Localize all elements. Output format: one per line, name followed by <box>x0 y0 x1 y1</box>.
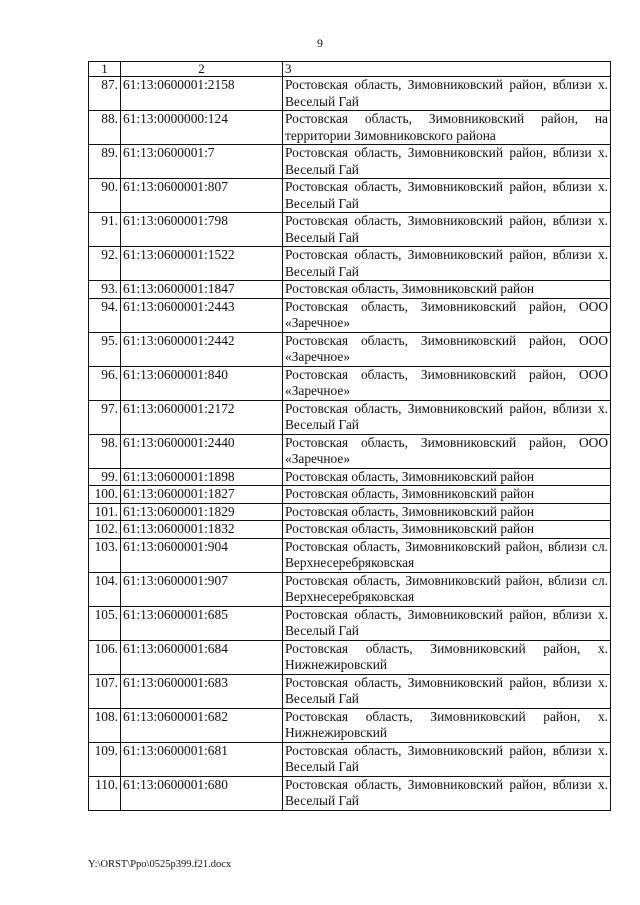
location-description: Ростовская область, Зимовниковский район, вблизи х. Веселый Гай <box>283 674 611 708</box>
location-description: Ростовская область, Зимовниковский район, вблизи х. Веселый Гай <box>283 247 611 281</box>
header-col-3: 3 <box>283 62 611 77</box>
row-number: 102. <box>89 521 121 539</box>
table-body <box>89 62 611 811</box>
table-header-row <box>89 62 611 77</box>
table-row <box>89 640 611 674</box>
row-number: 110. <box>89 776 121 810</box>
row-number: 90. <box>89 179 121 213</box>
location-description: Ростовская область, Зимовниковский район <box>283 468 611 486</box>
location-description: Ростовская область, Зимовниковский район, х. Нижнежировский <box>283 708 611 742</box>
location-description: Ростовская область, Зимовниковский район <box>283 521 611 539</box>
row-number: 103. <box>89 538 121 572</box>
table-row <box>89 776 611 810</box>
row-number: 105. <box>89 606 121 640</box>
row-number: 94. <box>89 298 121 332</box>
table-row <box>89 213 611 247</box>
table-row <box>89 521 611 539</box>
location-description: Ростовская область, Зимовниковский район, вблизи х. Веселый Гай <box>283 145 611 179</box>
row-number: 92. <box>89 247 121 281</box>
location-description: Ростовская область, Зимовниковский район <box>283 281 611 299</box>
table-row <box>89 674 611 708</box>
row-number: 93. <box>89 281 121 299</box>
row-number: 97. <box>89 400 121 434</box>
row-number: 108. <box>89 708 121 742</box>
location-description: Ростовская область, Зимовниковский район, ООО «Заречное» <box>283 366 611 400</box>
page-number: 9 <box>317 36 323 50</box>
cadastral-number: 61:13:0600001:840 <box>121 366 283 400</box>
table-row <box>89 434 611 468</box>
cadastral-number: 61:13:0600001:2440 <box>121 434 283 468</box>
row-number: 107. <box>89 674 121 708</box>
cadastral-number: 61:13:0600001:682 <box>121 708 283 742</box>
cadastral-number: 61:13:0600001:1898 <box>121 468 283 486</box>
footer-file-path: Y:\ORST\Ppo\0525p399.f21.docx <box>88 859 232 870</box>
cadastral-number: 61:13:0600001:2442 <box>121 332 283 366</box>
location-description: Ростовская область, Зимовниковский район, вблизи х. Веселый Гай <box>283 77 611 111</box>
table-row <box>89 77 611 111</box>
row-number: 109. <box>89 742 121 776</box>
table-row <box>89 468 611 486</box>
table-row <box>89 606 611 640</box>
cadastral-number: 61:13:0600001:7 <box>121 145 283 179</box>
cadastral-number: 61:13:0600001:904 <box>121 538 283 572</box>
table-row <box>89 742 611 776</box>
registry-table <box>88 61 611 811</box>
row-number: 101. <box>89 503 121 521</box>
location-description: Ростовская область, Зимовниковский район, вблизи х. Веселый Гай <box>283 213 611 247</box>
table-row <box>89 366 611 400</box>
cadastral-number: 61:13:0600001:907 <box>121 572 283 606</box>
row-number: 89. <box>89 145 121 179</box>
header-col-2: 2 <box>121 62 283 77</box>
cadastral-number: 61:13:0600001:798 <box>121 213 283 247</box>
cadastral-number: 61:13:0600001:681 <box>121 742 283 776</box>
location-description: Ростовская область, Зимовниковский район, ООО «Заречное» <box>283 332 611 366</box>
cadastral-number: 61:13:0000000:124 <box>121 111 283 145</box>
cadastral-number: 61:13:0600001:2172 <box>121 400 283 434</box>
location-description: Ростовская область, Зимовниковский район, ООО «Заречное» <box>283 298 611 332</box>
cadastral-number: 61:13:0600001:1832 <box>121 521 283 539</box>
table-row <box>89 708 611 742</box>
table-row <box>89 281 611 299</box>
location-description: Ростовская область, Зимовниковский район <box>283 486 611 504</box>
cadastral-number: 61:13:0600001:683 <box>121 674 283 708</box>
cadastral-number: 61:13:0600001:1847 <box>121 281 283 299</box>
row-number: 88. <box>89 111 121 145</box>
table-row <box>89 332 611 366</box>
table-row <box>89 538 611 572</box>
table-row <box>89 572 611 606</box>
location-description: Ростовская область, Зимовниковский район, вблизи х. Веселый Гай <box>283 400 611 434</box>
row-number: 106. <box>89 640 121 674</box>
location-description: Ростовская область, Зимовниковский район, х. Нижнежировский <box>283 640 611 674</box>
cadastral-number: 61:13:0600001:2158 <box>121 77 283 111</box>
cadastral-number: 61:13:0600001:1827 <box>121 486 283 504</box>
cadastral-number: 61:13:0600001:684 <box>121 640 283 674</box>
row-number: 87. <box>89 77 121 111</box>
cadastral-number: 61:13:0600001:680 <box>121 776 283 810</box>
table-row <box>89 298 611 332</box>
location-description: Ростовская область, Зимовниковский район, вблизи х. Веселый Гай <box>283 776 611 810</box>
row-number: 91. <box>89 213 121 247</box>
table-row <box>89 400 611 434</box>
cadastral-number: 61:13:0600001:2443 <box>121 298 283 332</box>
cadastral-number: 61:13:0600001:685 <box>121 606 283 640</box>
table-row <box>89 247 611 281</box>
table-row <box>89 145 611 179</box>
table-row <box>89 111 611 145</box>
row-number: 95. <box>89 332 121 366</box>
location-description: Ростовская область, Зимовниковский район, вблизи х. Веселый Гай <box>283 742 611 776</box>
location-description: Ростовская область, Зимовниковский район <box>283 503 611 521</box>
row-number: 104. <box>89 572 121 606</box>
location-description: Ростовская область, Зимовниковский район, на территории Зимовниковского района <box>283 111 611 145</box>
row-number: 98. <box>89 434 121 468</box>
row-number: 96. <box>89 366 121 400</box>
header-col-1: 1 <box>89 62 121 77</box>
row-number: 100. <box>89 486 121 504</box>
cadastral-number: 61:13:0600001:1522 <box>121 247 283 281</box>
location-description: Ростовская область, Зимовниковский район, вблизи х. Веселый Гай <box>283 179 611 213</box>
cadastral-number: 61:13:0600001:1829 <box>121 503 283 521</box>
table-row <box>89 179 611 213</box>
table-row <box>89 503 611 521</box>
cadastral-number: 61:13:0600001:807 <box>121 179 283 213</box>
location-description: Ростовская область, Зимовниковский район, вблизи сл. Верхнесеребряковская <box>283 572 611 606</box>
location-description: Ростовская область, Зимовниковский район, вблизи х. Веселый Гай <box>283 606 611 640</box>
location-description: Ростовская область, Зимовниковский район, ООО «Заречное» <box>283 434 611 468</box>
location-description: Ростовская область, Зимовниковский район, вблизи сл. Верхнесеребряковская <box>283 538 611 572</box>
table-row <box>89 486 611 504</box>
row-number: 99. <box>89 468 121 486</box>
